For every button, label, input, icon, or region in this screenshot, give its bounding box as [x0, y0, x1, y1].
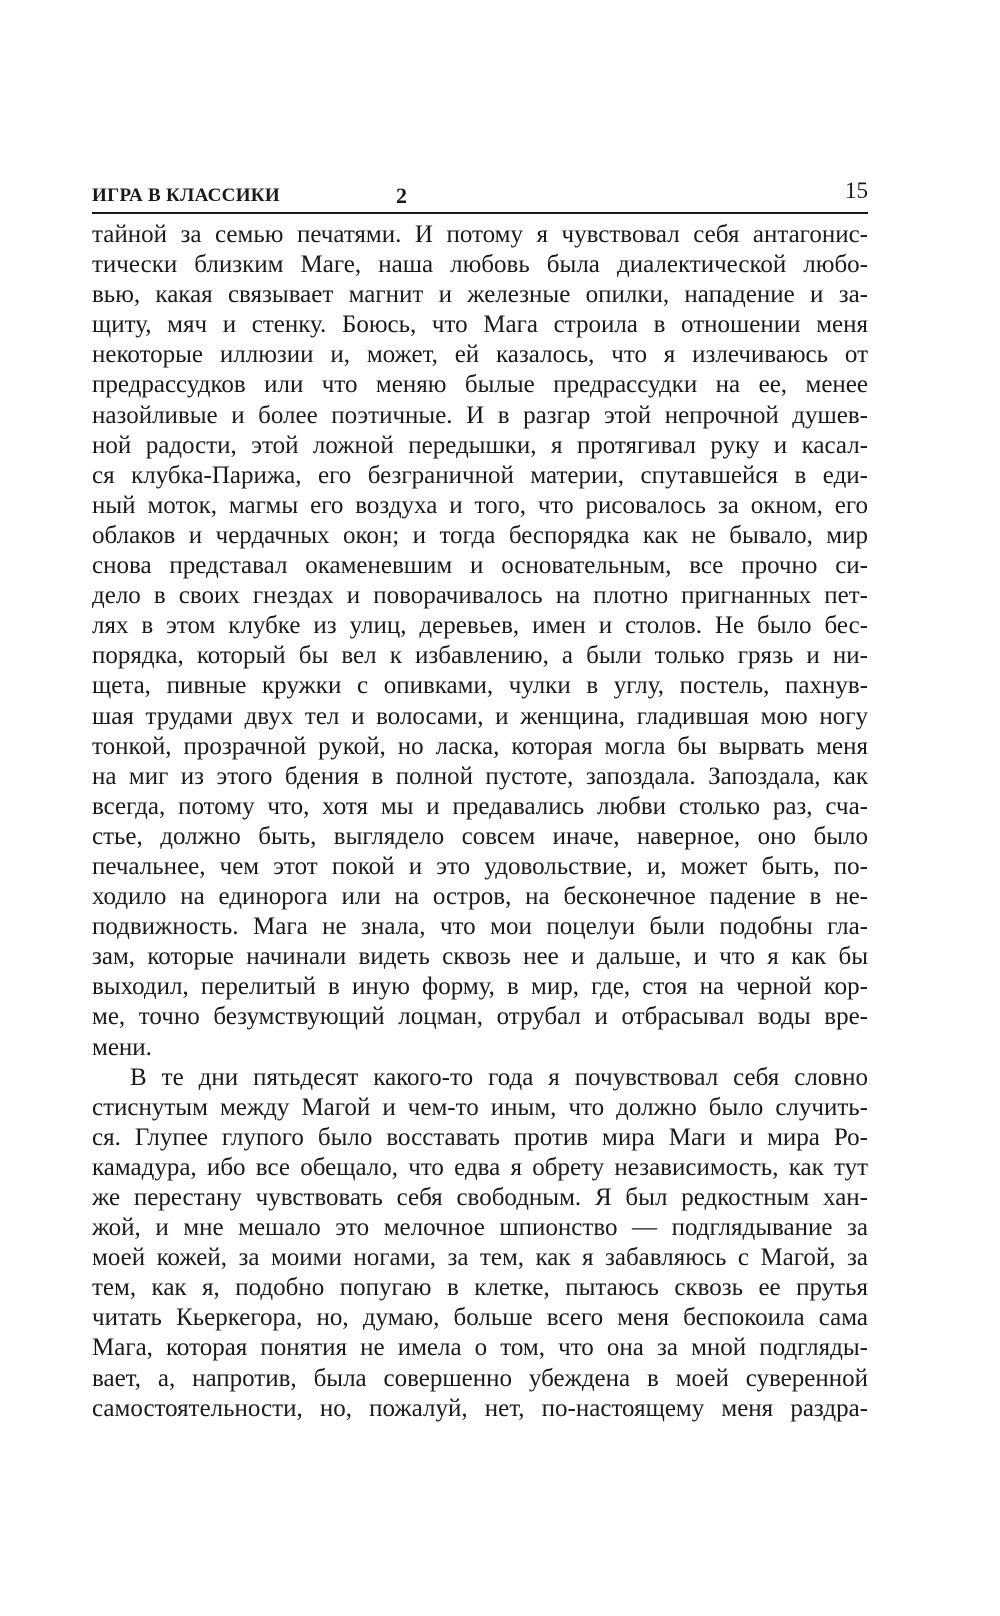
text-line: шая трудами двух тел и волосами, и женщина, гладившая мою ногу [92, 702, 868, 730]
text-line: зам, которые начинали видеть сквозь нее и дальше, и что я как бы [92, 943, 868, 971]
body-text [92, 220, 868, 1424]
page-header [92, 178, 868, 214]
running-title: ИГРА В КЛАССИКИ [92, 185, 280, 206]
text-line: некоторые иллюзии и, может, ей казалось, что я излечиваюсь от [92, 341, 868, 369]
text-line: снова представал окаменевшим и основательным, все прочно си- [92, 552, 868, 580]
text-line: ме, точно безумствующий лоцман, отрубал и отбрасывал воды вре- [92, 1003, 868, 1031]
text-line: печальнее, чем этот покой и это удовольствие, и, может быть, по- [92, 852, 868, 880]
text-line: порядка, который бы вел к избавлению, а были только грязь и ни- [92, 642, 868, 670]
paragraph [92, 220, 868, 1063]
text-line: предрассудков или что меняю былые предрассудки на ее, менее [92, 371, 868, 399]
text-line: читать Кьеркегора, но, думаю, больше всего меня беспокоила сама [92, 1304, 868, 1332]
text-line: щиту, мяч и стенку. Боюсь, что Мага строила в отношении меня [92, 311, 868, 339]
text-line: ся клубка-Парижа, его безграничной материи, спутавшейся в еди- [92, 461, 868, 489]
text-line: щета, пивные кружки с опивками, чулки в углу, постель, пахнув- [92, 672, 868, 700]
text-line: стье, должно быть, выглядело совсем иначе, наверное, оно было [92, 822, 868, 850]
text-line: тонкой, прозрачной рукой, но ласка, которая могла бы вырвать меня [92, 732, 868, 760]
text-line: ный моток, магмы его воздуха и того, что рисовалось за окном, его [92, 491, 868, 519]
text-line: тически близким Маге, наша любовь была диалектической любо- [92, 251, 868, 279]
text-line: же перестану чувствовать себя свободным. Я был редкостным хан- [92, 1184, 868, 1211]
text-line: ся. Глупее глупого было восставать против мира Маги и мира Ро- [92, 1123, 868, 1151]
text-line: вает, а, напротив, была совершенно убеждена в моей суверенной [92, 1364, 868, 1392]
text-line: дело в своих гнездах и поворачивалось на плотно пригнанных пет- [92, 582, 868, 610]
text-line: ной радости, этой ложной передышки, я протягивал руку и касал- [92, 431, 868, 459]
text-line: ходило на единорога или на остров, на бесконечное падение в не- [92, 883, 868, 911]
text-line: моей кожей, за моими ногами, за тем, как я забавляюсь с Магой, за [92, 1244, 868, 1272]
text-line: назойливые и более поэтичные. И в разгар этой непрочной душев- [92, 401, 868, 429]
text-line: жой, и мне мешало это мелочное шпионство — подглядывание за [92, 1214, 868, 1242]
text-line: лях в этом клубке из улиц, деревьев, имен и столов. Не было бес- [92, 612, 868, 640]
page-number: 15 [845, 178, 868, 203]
text-line: тем, как я, подобно попугаю в клетке, пытаюсь сквозь ее прутья [92, 1274, 868, 1302]
text-line: Мага, которая понятия не имела о том, что она за мной подгляды- [92, 1334, 868, 1362]
text-line: всегда, потому что, хотя мы и предавались любви столько раз, сча- [92, 792, 868, 820]
text-line: вью, какая связывает магнит и железные опилки, нападение и за- [92, 281, 868, 309]
paragraph [92, 1063, 868, 1424]
text-line: облаков и чердачных окон; и тогда беспорядка как не бывало, мир [92, 521, 868, 549]
text-line: стиснутым между Магой и чем-то иным, что должно было случить- [92, 1093, 868, 1121]
chapter-number: 2 [396, 183, 407, 208]
text-line: самостоятельности, но, пожалуй, нет, по-настоящему меня раздра- [92, 1394, 868, 1422]
text-line: на миг из этого бдения в полной пустоте, запоздала. Запоздала, как [92, 762, 868, 790]
text-line: выходил, перелитый в иную форму, в мир, где, стоя на черной кор- [92, 973, 868, 1001]
text-line: мени. [92, 1033, 152, 1061]
text-line: тайной за семью печатями. И потому я чувствовал себя антагонис- [92, 221, 868, 248]
text-line: В те дни пятьдесят какого-то года я почувствовал себя словно [130, 1063, 868, 1091]
text-line: камадура, ибо все обещало, что едва я обрету независимость, как тут [92, 1153, 868, 1181]
text-line: подвижность. Мага не знала, что мои поцелуи были подобны гла- [92, 913, 868, 941]
